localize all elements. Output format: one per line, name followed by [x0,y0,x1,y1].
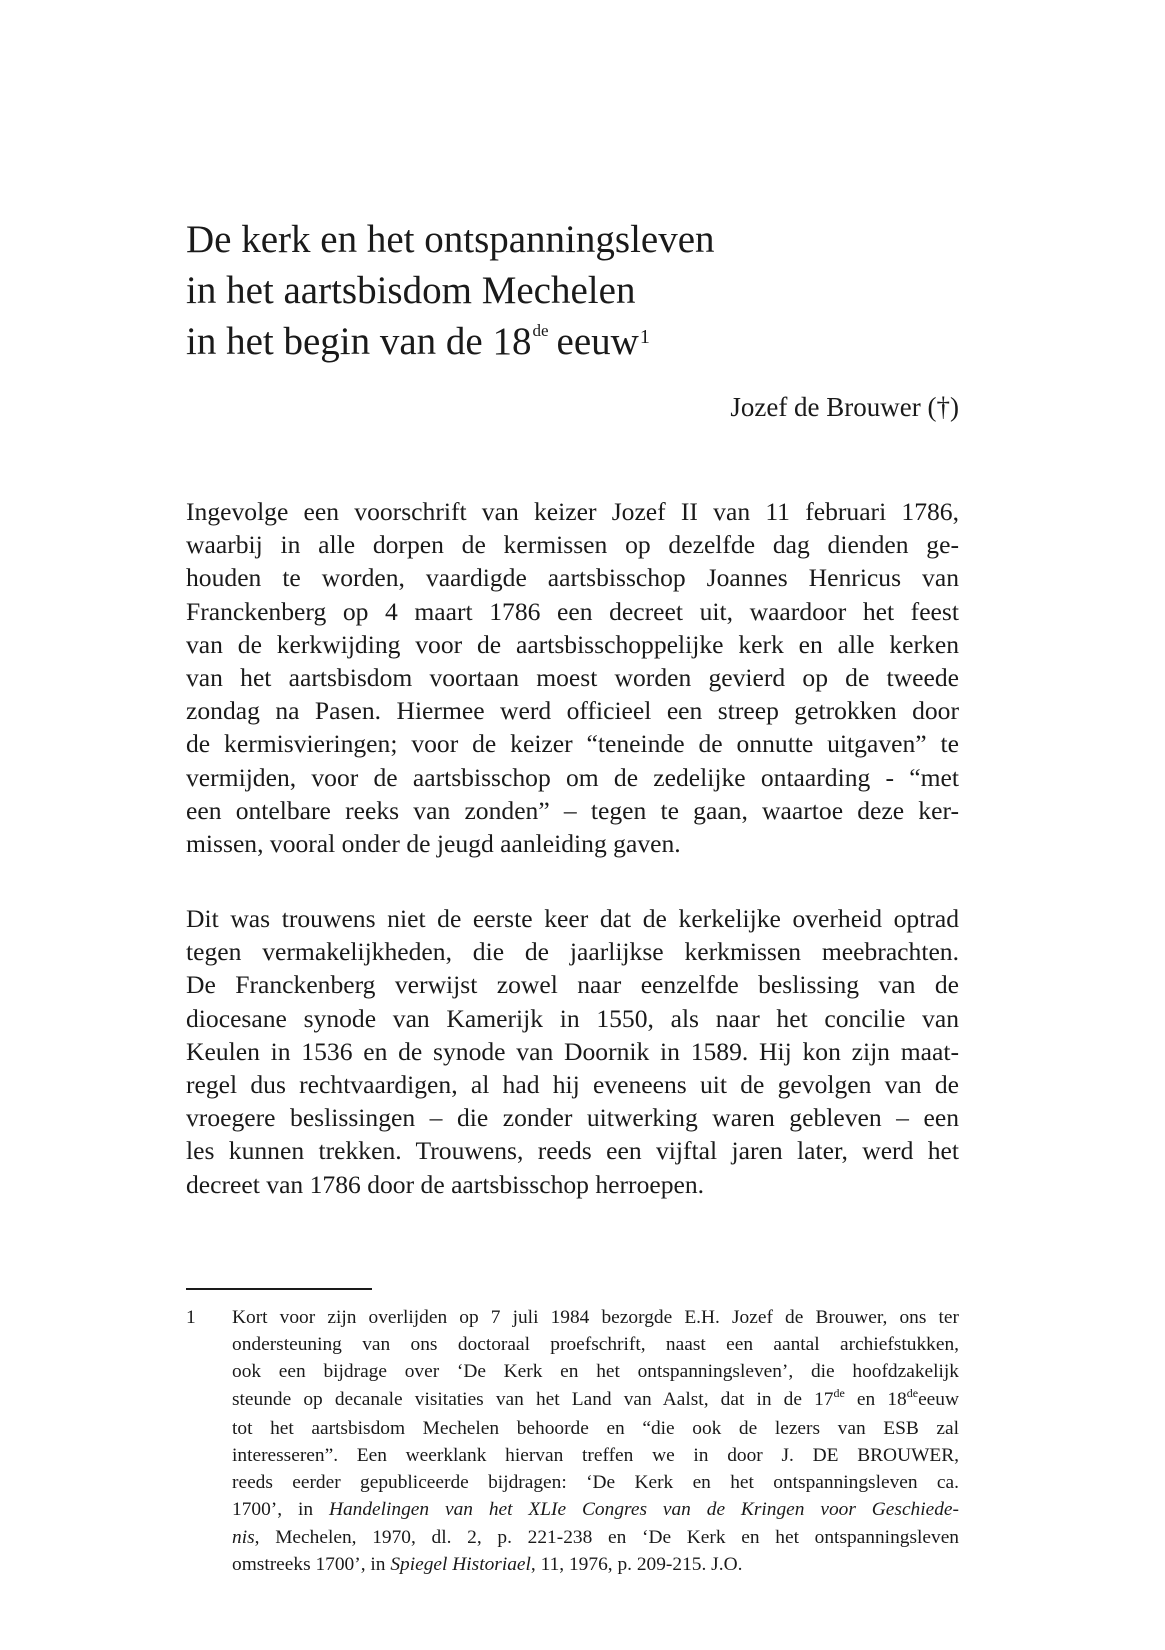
title-line-3 [186,316,946,374]
footnote-ordinal-superscript: de [906,1385,919,1400]
paragraph-line: tegen vermakelijkheden, die de jaarlijkse kerkmissen meebrachten. [186,937,959,967]
paragraph-line: Franckenberg op 4 maart 1786 een decreet uit, waardoor het feest [186,596,959,626]
paragraph-2 [186,902,959,1201]
author-name: Jozef de Brouwer (†) [730,392,959,422]
paragraph-line: diocesane synode van Kamerijk in 1550, als naar het concilie van [186,1003,959,1033]
title-footnote-ref: 1 [639,326,650,348]
paragraph-1 [186,495,959,860]
paragraph-line: een ontelbare reeks van zonden” – tegen te gaan, waartoe deze ker- [186,795,959,825]
title-line-1: De kerk en het ontspanningsleven [186,218,715,261]
footnote-text: eeuw [918,1388,959,1410]
paragraph-line: Keulen in 1536 en de synode van Doornik in 1589. Hij kon zijn maat- [186,1036,959,1066]
title-line-2: in het aartsbisdom Mechelen [186,269,636,312]
title-ordinal-superscript: de [532,321,549,340]
footnote-line: ondersteuning van ons doctoraal proefschrift, naast een aantal archiefstukken, [232,1334,959,1356]
footnote-line: tot het aartsbisdom Mechelen behoorde en “die ook de lezers van ESB zal [232,1417,959,1439]
paragraph-line: van de kerkwijding voor de aartsbisschoppelijke kerk en alle kerken [186,629,959,659]
footnote-line: ook een bijdrage over ‘De Kerk en het ontspanningsleven’, die hoofdzakelijk [232,1361,959,1383]
footnote-line: interesseren”. Een weerklank hiervan treffen we in door J. DE BROUWER, [232,1445,959,1467]
paragraph-line: zondag na Pasen. Hiermee werd officieel een streep getrokken door [186,696,959,726]
footnote-body [232,1304,959,1578]
paragraph-line: decreet van 1786 door de aartsbisschop herroepen. [186,1169,705,1199]
footnote-text: omstreeks 1700’, in [232,1553,391,1575]
paragraph-line: houden te worden, vaardigde aartsbisschop Joannes Henricus van [186,563,959,593]
footnote-text: steunde op decanale visitaties van het Land van Aalst, dat in de 17 [232,1388,834,1410]
footnote-text: en 18 [844,1388,907,1410]
footnote-line [232,1524,959,1551]
paragraph-line: de kermisvieringen; voor de keizer “teneinde de onnutte uitgaven” te [186,729,959,759]
footnote-separator [186,1288,372,1290]
paragraph-line: vermijden, voor de aartsbisschop om de zedelijke ontaarding - “met [186,762,959,792]
paragraph-line: De Franckenberg verwijst zowel naar eenzelfde beslissing van de [186,970,959,1000]
paragraph-line: vroegere beslissingen – die zonder uitwerking waren gebleven – een [186,1103,959,1133]
footnote-text: , Mechelen, 1970, dl. 2, p. 221-238 en ‘De Kerk en het ontspanningsleven [254,1526,959,1548]
footnote-citation-title: nis [232,1526,255,1548]
footnote-citation-title: Spiegel Historiael [390,1553,531,1575]
paragraph-line: missen, vooral onder de jeugd aanleiding gaven. [186,829,681,859]
footnote-text: , 11, 1976, p. 209-215. J.O. [530,1553,743,1575]
article-title [186,214,946,374]
footnote-line: reeds eerder gepubliceerde bijdragen: ‘De Kerk en het ontspanningsleven ca. [232,1472,959,1494]
footnote-ordinal-superscript: de [833,1385,845,1400]
paragraph-line: regel dus rechtvaardigen, al had hij eveneens uit de gevolgen van de [186,1070,959,1100]
paragraph-line: van het aartsbisdom voortaan moest worden gevierd op de tweede [186,663,959,693]
title-line-3-text: in het begin van de 18 [186,320,532,363]
paragraph-line: waarbij in alle dorpen de kermissen op dezelfde dag dienden ge- [186,530,959,560]
paragraph-line: Ingevolge een voorschrift van keizer Jozef II van 11 februari 1786, [186,497,959,526]
footnote-line [232,1551,959,1578]
footnote-citation-title: Handelingen van het XLIe Congres van de Kringen voor Geschiede- [328,1499,959,1521]
title-tail: eeuw [556,320,639,363]
paragraph-line: les kunnen trekken. Trouwens, reeds een vijftal jaren later, werd het [186,1136,959,1166]
footnote-number: 1 [186,1307,196,1328]
footnote-line [232,1386,959,1415]
footnote-line: Kort voor zijn overlijden op 7 juli 1984 bezorgde E.H. Jozef de Brouwer, ons ter [232,1307,959,1328]
footnote-text: 1700’, in [232,1499,329,1521]
footnote-line [232,1496,959,1523]
paragraph-line: Dit was trouwens niet de eerste keer dat de kerkelijke overheid optrad [186,904,959,933]
